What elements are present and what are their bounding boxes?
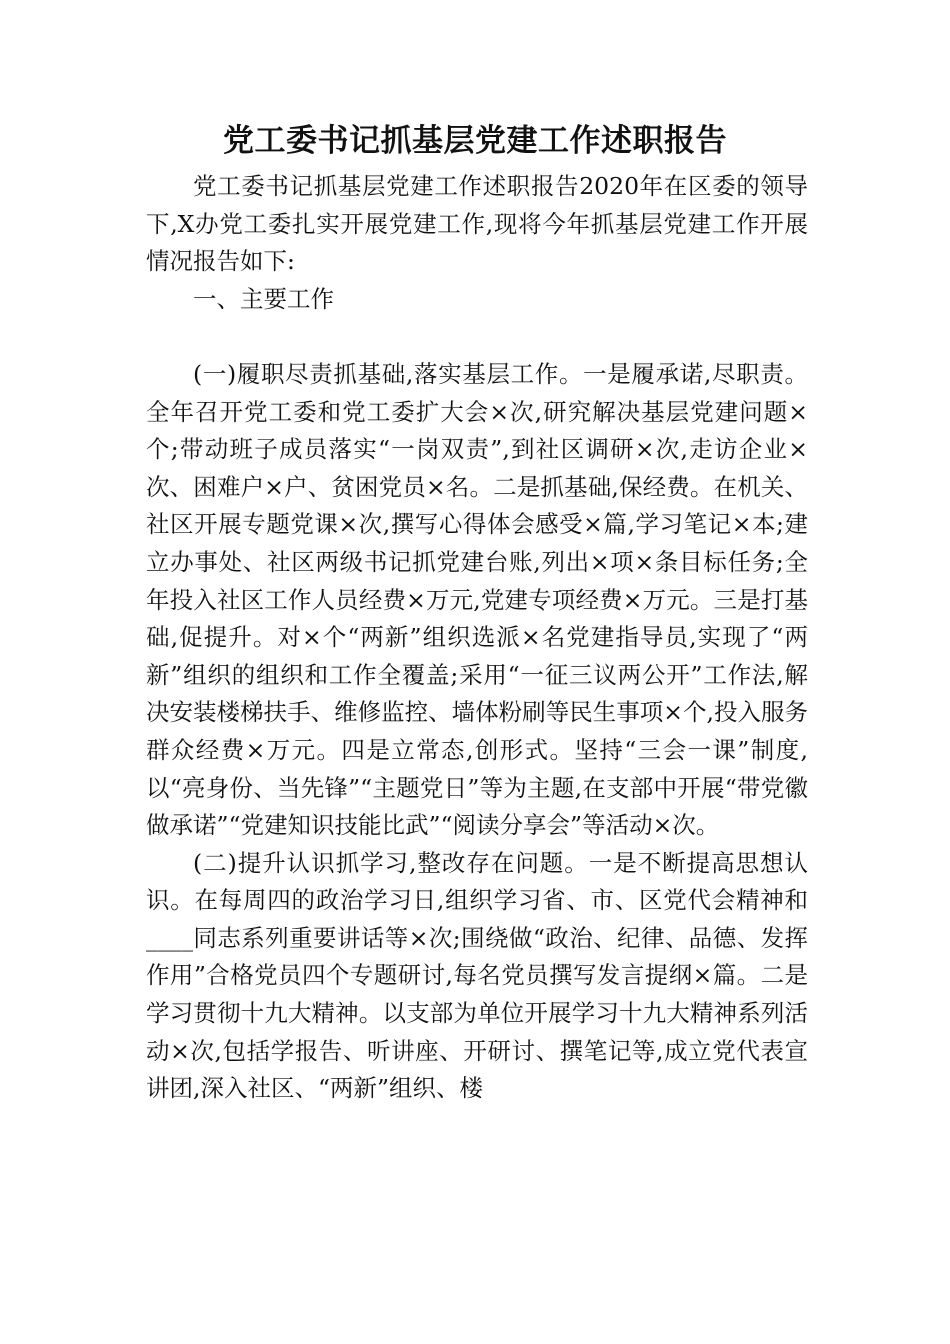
document-body [146, 168, 808, 1108]
body-paragraph: (一)履职尽责抓基础,落实基层工作。一是履承诺,尽职责。全年召开党工委和党工委扩大会×次,研究解决基层党建问题×个;带动班子成员落实“一岗双责”,到社区调研×次,走访企业×次、困难户×户、贫困党员×名。二是抓基础,保经费。在机关、社区开展专题党课×次,撰写心得体会感受×篇,学习笔记×本;建立办事处、社区两级书记抓党建台账,列出×项×条目标任务;全年投入社区工作人员经费×万元,党建专项经费×万元。三是打基础,促提升。对×个“两新”组织选派×名党建指导员,实现了“两新”组织的组织和工作全覆盖;采用“一征三议两公开”工作法,解决安装楼梯扶手、维修监控、墙体粉刷等民生事项×个,投入服务群众经费×万元。四是立常态,创形式。坚持“三会一课”制度,以“亮身份、当先锋”“主题党日”等为主题,在支部中开展“带党徽做承诺”“党建知识技能比武”“阅读分享会”等活动×次。 [146, 359, 808, 840]
section-heading: 一、主要工作 [193, 284, 334, 313]
body-paragraph: (二)提升认识抓学习,整改存在问题。一是不断提高思想认识。在每周四的政治学习日,组织学习省、市、区党代会精神和____同志系列重要讲话等×次;围绕做“政治、纪律、品德、发挥作用”合格党员四个专题研讨,每名党员撰写发言提纲×篇。二是学习贯彻十九大精神。以支部为单位开展学习十九大精神系列活动×次,包括学报告、听讲座、开研讨、撰笔记等,成立党代表宣讲团,深入社区、“两新”组织、楼 [146, 848, 808, 1103]
intro-paragraph: 党工委书记抓基层党建工作述职报告2020年在区委的领导下,X办党工委扎实开展党建工作,现将今年抓基层党建工作开展情况报告如下: [146, 172, 808, 276]
document-title: 党工委书记抓基层党建工作述职报告 [223, 123, 727, 159]
